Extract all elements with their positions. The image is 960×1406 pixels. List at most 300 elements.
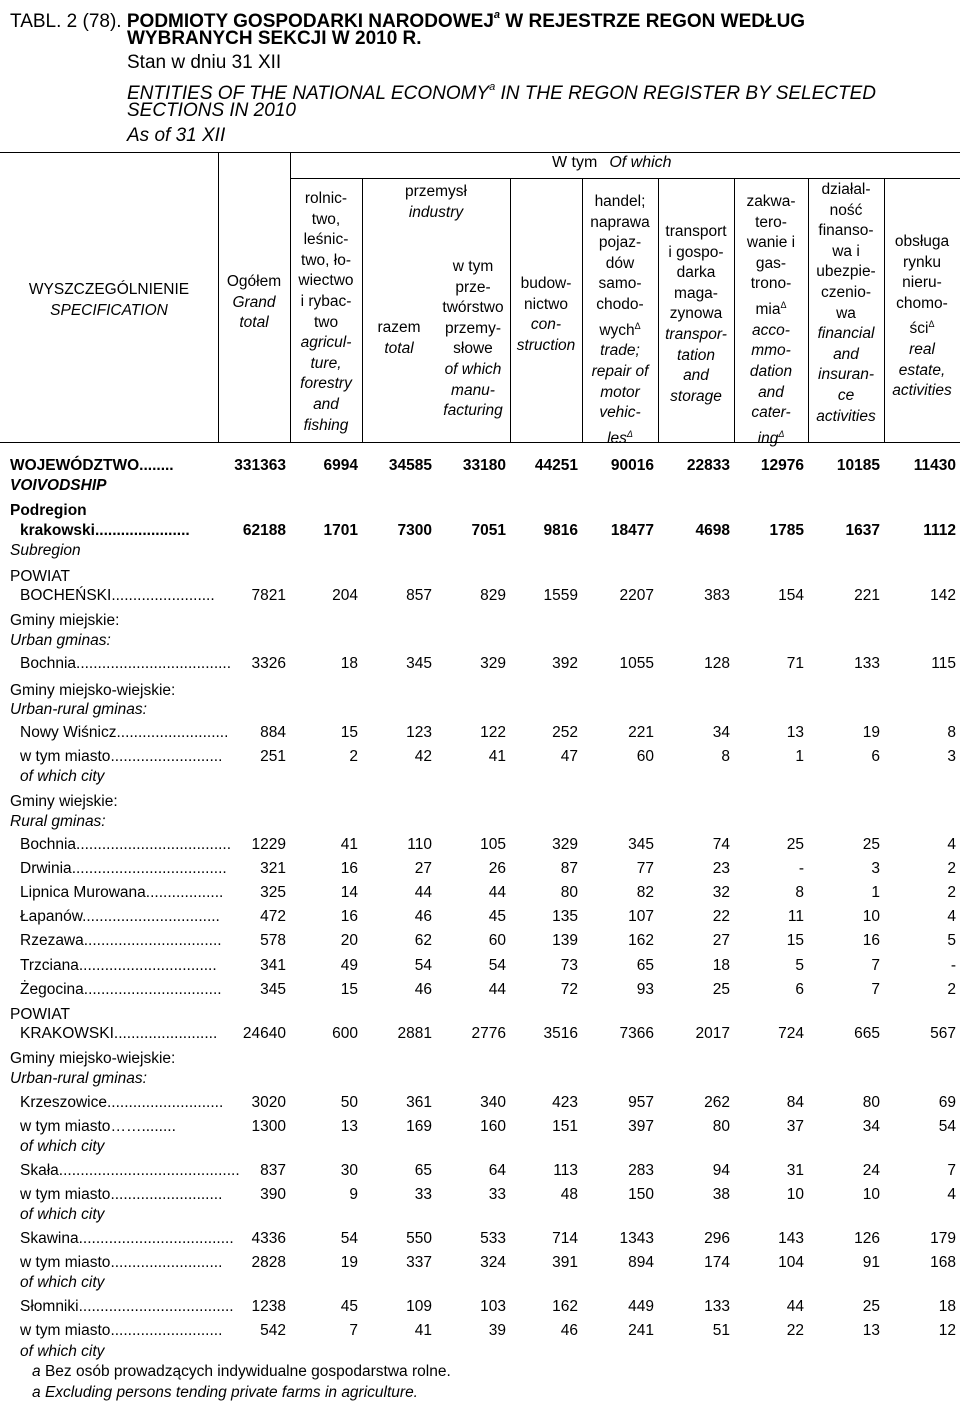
table-cell: 894	[628, 1254, 654, 1271]
table-cell: 84	[786, 1094, 804, 1111]
table-cell: 3326	[251, 655, 286, 672]
leader-dots: ..................	[145, 884, 224, 901]
table-cell: 345	[406, 655, 432, 672]
table-cell: 600	[332, 1025, 358, 1042]
table-row	[0, 455, 960, 477]
table-cell: 33	[414, 1186, 432, 1203]
table-cell: 115	[931, 655, 956, 672]
table-row	[0, 1320, 960, 1342]
table-cell: 128	[704, 655, 730, 672]
table-cell: 174	[704, 1254, 730, 1271]
table-cell: 3	[871, 860, 880, 877]
table-row	[0, 1184, 960, 1206]
table-cell: 41	[414, 1322, 432, 1339]
table-cell: 38	[712, 1186, 730, 1203]
table-cell: 2881	[397, 1025, 432, 1042]
table-cell: 9	[349, 1186, 358, 1203]
table-cell: 48	[560, 1186, 578, 1203]
header-trade: handel; naprawa pojaz- dów samo- chodo- wych$^\Delta$ trade; repair of motor vehic- les$^\Delta$	[590, 193, 650, 447]
row-label-text: Urban gminas:	[10, 632, 111, 649]
header-real-estate: obsługa rynku nieru- chomo- ści$^\Delta$ real estate, activities	[892, 233, 952, 400]
table-cell: 19	[862, 724, 880, 741]
table-cell: 22	[712, 908, 730, 925]
table-cell: 169	[406, 1118, 432, 1135]
header-manufacturing: w tym prze- twórstwo przemy- słowe of which manu- facturing	[442, 258, 504, 420]
table-cell: 204	[332, 587, 358, 604]
table-cell: 18	[340, 655, 358, 672]
table-cell: 25	[712, 981, 730, 998]
table-cell: 829	[480, 587, 506, 604]
table-cell: 113	[553, 1162, 578, 1179]
table-cell: 77	[636, 860, 654, 877]
table-row	[0, 1116, 960, 1138]
table-cell: 50	[340, 1094, 358, 1111]
table-cell: 11430	[913, 457, 956, 474]
table-cell: 6	[871, 748, 880, 765]
table-cell: 7051	[471, 522, 506, 539]
table-cell: 7	[871, 981, 880, 998]
row-label-text: Żegocina................................	[20, 981, 222, 998]
leader-dots: ........................	[113, 1025, 218, 1042]
table-cell: 122	[480, 724, 506, 741]
table-cell: 44	[414, 884, 432, 901]
table-cell: 15	[786, 932, 804, 949]
table-cell: 20	[340, 932, 358, 949]
table-cell: 39	[488, 1322, 506, 1339]
table-cell: 10185	[836, 457, 880, 474]
leader-dots: ..........................	[110, 1322, 223, 1339]
row-label	[0, 475, 960, 497]
leader-dots: ……........	[110, 1118, 176, 1135]
table-cell: 34585	[388, 457, 432, 474]
table-cell: 54	[488, 957, 506, 974]
table-cell: 33	[488, 1186, 506, 1203]
table-cell: 162	[552, 1298, 578, 1315]
table-cell: 33180	[462, 457, 506, 474]
table-cell: 24640	[242, 1025, 286, 1042]
table-cell: 139	[552, 932, 578, 949]
leader-dots: ........	[139, 457, 174, 474]
table-cell: 5	[795, 957, 804, 974]
row-label-text: w tym miasto..........................	[20, 748, 223, 765]
table-cell: 550	[406, 1230, 432, 1247]
row-label-text: Drwinia....................................	[20, 860, 227, 877]
table-row	[0, 520, 960, 542]
table-row	[0, 1252, 960, 1274]
table-cell: 397	[628, 1118, 654, 1135]
row-label-text: of which city	[20, 1206, 105, 1223]
table-cell: 533	[480, 1230, 506, 1247]
leader-dots: ................................	[82, 908, 220, 925]
table-cell: 62	[414, 932, 432, 949]
table-cell: 49	[340, 957, 358, 974]
table-cell: 665	[854, 1025, 880, 1042]
row-label-text: Gminy miejsko-wiejskie:	[10, 682, 176, 699]
table-cell: 8	[721, 748, 730, 765]
table-cell: 12976	[760, 457, 804, 474]
table-cell: 283	[628, 1162, 654, 1179]
table-cell: 74	[712, 836, 730, 853]
table-cell: 325	[260, 884, 286, 901]
leader-dots: ....................................	[71, 860, 227, 877]
table-cell: 6994	[323, 457, 358, 474]
row-label-text: Łapanów................................	[20, 908, 220, 925]
row-label-text: krakowski......................	[20, 522, 190, 539]
table-cell: 241	[628, 1322, 654, 1339]
table-cell: 6	[795, 981, 804, 998]
table-cell: 62188	[242, 522, 286, 539]
table-cell: 329	[480, 655, 506, 672]
table-cell: 3	[947, 748, 956, 765]
table-cell: 221	[854, 587, 880, 604]
table-cell: 1785	[769, 522, 804, 539]
table-cell: 18	[938, 1298, 956, 1315]
table-cell: 31	[786, 1162, 804, 1179]
header-industry-total: razem total	[377, 319, 421, 357]
table-row	[0, 930, 960, 952]
leader-dots: ..........................................	[58, 1162, 240, 1179]
table-cell: 2776	[471, 1025, 506, 1042]
table-cell: 1238	[251, 1298, 286, 1315]
table-cell: 1559	[543, 587, 578, 604]
table-cell: 22833	[686, 457, 730, 474]
table-cell: 4	[947, 1186, 956, 1203]
header-financial: działal- ność finanso- wa i ubezpie- czenio- wa financial and insuran- ce activities	[816, 181, 876, 425]
row-label-text: Podregion	[10, 502, 87, 519]
table-cell: 18477	[610, 522, 654, 539]
table-cell: 93	[636, 981, 654, 998]
table-cell: 44	[786, 1298, 804, 1315]
table-cell: 345	[260, 981, 286, 998]
table-cell: 884	[260, 724, 286, 741]
table-cell: 1	[871, 884, 880, 901]
table-cell: 8	[795, 884, 804, 901]
table-row	[0, 955, 960, 977]
table-cell: 7	[871, 957, 880, 974]
table-cell: 321	[260, 860, 286, 877]
row-label	[0, 811, 960, 833]
table-cell: 391	[552, 1254, 578, 1271]
table-cell: 72	[560, 981, 578, 998]
table-cell: 45	[488, 908, 506, 925]
table-cell: 1	[795, 748, 804, 765]
table-cell: 16	[340, 860, 358, 877]
row-label-text: w tym miasto..........................	[20, 1186, 223, 1203]
table-cell: 837	[260, 1162, 286, 1179]
row-label-text: w tym miasto……........	[20, 1118, 176, 1135]
table-row	[0, 906, 960, 928]
table-cell: 16	[340, 908, 358, 925]
table-cell: 54	[340, 1230, 358, 1247]
table-cell: 41	[340, 836, 358, 853]
row-label-text: Trzciana................................	[20, 957, 217, 974]
row-label-text: Bochnia....................................	[20, 836, 232, 853]
table-cell: 392	[552, 655, 578, 672]
row-label-text: of which city	[20, 1274, 105, 1291]
table-cell: 135	[552, 908, 578, 925]
table-cell: 7821	[251, 587, 286, 604]
table-cell: 65	[636, 957, 654, 974]
table-cell: 2	[947, 860, 956, 877]
table-cell: 361	[406, 1094, 432, 1111]
table-row	[0, 1160, 960, 1182]
row-label	[0, 699, 960, 721]
table-cell: 42	[414, 748, 432, 765]
row-label-text: Urban-rural gminas:	[10, 701, 147, 718]
table-cell: 567	[930, 1025, 956, 1042]
table-cell: 179	[930, 1230, 956, 1247]
table-cell: 1343	[619, 1230, 654, 1247]
table-cell: 13	[862, 1322, 880, 1339]
table-cell: 54	[938, 1118, 956, 1135]
table-cell: 34	[862, 1118, 880, 1135]
table-cell: 37	[786, 1118, 804, 1135]
table-cell: 296	[704, 1230, 730, 1247]
header-agriculture: rolnic- two, leśnic- two, ło- wiectwo i rybac- two agricul- ture, forestry and fishing	[298, 190, 354, 434]
table-cell: 41	[488, 748, 506, 765]
row-label	[0, 1272, 960, 1294]
table-cell: 4	[947, 908, 956, 925]
table-cell: 107	[628, 908, 654, 925]
row-label	[0, 1068, 960, 1090]
header-bottom-rule	[0, 442, 960, 443]
table-cell: 25	[862, 836, 880, 853]
row-label-text: Bochnia....................................	[20, 655, 232, 672]
row-label	[0, 1136, 960, 1158]
table-cell: 341	[260, 957, 286, 974]
table-cell: 23	[712, 860, 730, 877]
header-of-which: W tym Of which	[552, 154, 672, 171]
table-cell: 22	[786, 1322, 804, 1339]
table-cell: -	[798, 860, 804, 877]
table-cell: -	[950, 957, 956, 974]
header-top-rule	[0, 152, 960, 153]
row-label-text: Gminy miejsko-wiejskie:	[10, 1050, 176, 1067]
table-cell: 13	[786, 724, 804, 741]
table-cell: 542	[260, 1322, 286, 1339]
table-title-en: ENTITIES OF THE NATIONAL ECONOMY$^a$ IN THE REGON REGISTER BY SELECTED	[127, 81, 877, 104]
row-label-text: Nowy Wiśnicz..........................	[20, 724, 229, 741]
table-cell: 2828	[251, 1254, 286, 1271]
table-cell: 383	[704, 587, 730, 604]
table-cell: 60	[636, 748, 654, 765]
table-row	[0, 834, 960, 856]
table-row	[0, 722, 960, 744]
header-accommodation: zakwa- tero- wanie i gas- trono- mia$^\Delta$ acco- mmo- dation and cater- ing$^\Delta$	[746, 193, 796, 447]
table-cell: 4	[947, 836, 956, 853]
row-label-text: VOIVODSHIP	[10, 477, 107, 494]
leader-dots: ......................	[94, 522, 190, 539]
row-label	[0, 1048, 960, 1070]
table-cell: 94	[712, 1162, 730, 1179]
table-cell: 11	[787, 908, 804, 925]
leader-dots: ...........................	[107, 1094, 224, 1111]
table-cell: 168	[930, 1254, 956, 1271]
table-cell: 10	[786, 1186, 804, 1203]
table-cell: 44	[488, 981, 506, 998]
row-label	[0, 500, 960, 522]
table-cell: 2	[947, 884, 956, 901]
table-cell: 578	[260, 932, 286, 949]
table-cell: 27	[414, 860, 432, 877]
industry-spacer	[362, 228, 510, 229]
row-label-text: Subregion	[10, 542, 81, 559]
row-label-text: of which city	[20, 1138, 105, 1155]
table-cell: 19	[340, 1254, 358, 1271]
table-cell: 8	[947, 724, 956, 741]
row-label-text: Skawina....................................	[20, 1230, 234, 1247]
leader-dots: ....................................	[78, 1230, 234, 1247]
wtym-rule	[290, 178, 960, 179]
table-cell: 46	[414, 908, 432, 925]
table-cell: 82	[636, 884, 654, 901]
table-title-en-line2: SECTIONS IN 2010	[127, 100, 296, 121]
table-cell: 262	[704, 1094, 730, 1111]
table-title-line2: WYBRANYCH SEKCJI W 2010 R.	[127, 28, 422, 49]
table-cell: 46	[414, 981, 432, 998]
table-cell: 10	[862, 1186, 880, 1203]
header-grand-total: Ogółem Grand total	[226, 273, 282, 332]
table-cell: 133	[854, 655, 880, 672]
table-cell: 1229	[251, 836, 286, 853]
table-cell: 7366	[619, 1025, 654, 1042]
table-cell: 105	[480, 836, 506, 853]
table-cell: 69	[938, 1094, 956, 1111]
table-cell: 150	[628, 1186, 654, 1203]
table-row	[0, 858, 960, 880]
table-cell: 2207	[619, 587, 654, 604]
table-cell: 324	[480, 1254, 506, 1271]
footnote-en: a Excluding persons tending private farms in agriculture.	[32, 1384, 418, 1401]
row-label	[0, 1341, 960, 1363]
row-label-text: Lipnica Murowana..................	[20, 884, 224, 901]
table-cell: 110	[407, 836, 432, 853]
table-cell: 10	[862, 908, 880, 925]
row-label-text: Gminy miejskie:	[10, 612, 120, 629]
table-cell: 160	[480, 1118, 506, 1135]
table-cell: 103	[480, 1298, 506, 1315]
table-cell: 65	[414, 1162, 432, 1179]
table-cell: 34	[712, 724, 730, 741]
table-cell: 60	[488, 932, 506, 949]
table-cell: 162	[628, 932, 654, 949]
table-row	[0, 1092, 960, 1114]
row-label	[0, 610, 960, 632]
table-cell: 51	[712, 1322, 730, 1339]
table-cell: 9816	[543, 522, 578, 539]
row-label-text: Krzeszowice...........................	[20, 1094, 224, 1111]
leader-dots: ................................	[83, 981, 222, 998]
table-cell: 4698	[695, 522, 730, 539]
footnote-pl: a Bez osób prowadzących indywidualne gospodarstwa rolne.	[32, 1363, 451, 1380]
row-label-text: of which city	[20, 1343, 105, 1360]
table-cell: 423	[552, 1094, 578, 1111]
row-label	[0, 1204, 960, 1226]
table-cell: 133	[704, 1298, 730, 1315]
table-cell: 90016	[610, 457, 654, 474]
leader-dots: ....................................	[78, 1298, 234, 1315]
row-label-text: Gminy wiejskie:	[10, 793, 118, 810]
table-row	[0, 882, 960, 904]
table-cell: 957	[628, 1094, 654, 1111]
table-cell: 1112	[923, 522, 956, 539]
leader-dots: ..........................	[110, 748, 223, 765]
table-cell: 1701	[323, 522, 358, 539]
table-cell: 2	[349, 748, 358, 765]
leader-dots: ....................................	[76, 655, 232, 672]
table-row	[0, 653, 960, 675]
table-cell: 345	[628, 836, 654, 853]
row-label-text: Urban-rural gminas:	[10, 1070, 147, 1087]
table-cell: 26	[488, 860, 506, 877]
row-label	[0, 540, 960, 562]
table-cell: 80	[862, 1094, 880, 1111]
table-cell: 472	[260, 908, 286, 925]
table-row	[0, 1296, 960, 1318]
row-label-text: Rzezawa................................	[20, 932, 222, 949]
row-label-text: BOCHEŃSKI........................	[20, 587, 215, 604]
row-label	[0, 766, 960, 788]
row-label-text: KRAKOWSKI........................	[20, 1025, 218, 1042]
table-cell: 109	[406, 1298, 432, 1315]
table-cell: 5	[947, 932, 956, 949]
table-cell: 2017	[695, 1025, 730, 1042]
table-cell: 449	[628, 1298, 654, 1315]
table-cell: 24	[862, 1162, 880, 1179]
table-cell: 104	[778, 1254, 804, 1271]
table-cell: 7300	[397, 522, 432, 539]
table-cell: 73	[560, 957, 578, 974]
table-cell: 80	[712, 1118, 730, 1135]
table-cell: 15	[340, 724, 358, 741]
table-row	[0, 1228, 960, 1250]
table-cell: 3516	[543, 1025, 578, 1042]
table-cell: 724	[778, 1025, 804, 1042]
table-cell: 16	[862, 932, 880, 949]
table-cell: 14	[340, 884, 358, 901]
table-cell: 2	[947, 981, 956, 998]
table-cell: 30	[340, 1162, 358, 1179]
row-label-text: Rural gminas:	[10, 813, 106, 830]
leader-dots: ....................................	[76, 836, 232, 853]
table-cell: 143	[778, 1230, 804, 1247]
header-construction: budow- nictwo con- struction	[516, 275, 576, 354]
header-industry: przemysł industry	[404, 183, 467, 221]
row-label-text: of which city	[20, 768, 105, 785]
table-cell: 44	[488, 884, 506, 901]
table-cell: 714	[552, 1230, 578, 1247]
row-label-text: POWIAT	[10, 568, 70, 585]
leader-dots: ..........................	[110, 1186, 223, 1203]
table-cell: 126	[854, 1230, 880, 1247]
row-label-text: WOJEWÓDZTWO........	[10, 457, 174, 474]
table-cell: 151	[552, 1118, 578, 1135]
table-date-pl: Stan w dniu 31 XII	[127, 52, 282, 73]
header-transport: transport i gospo- darka maga- zynowa transpor- tation and storage	[665, 223, 727, 405]
table-cell: 80	[560, 884, 578, 901]
table-cell: 25	[786, 836, 804, 853]
table-row	[0, 746, 960, 768]
table-cell: 87	[560, 860, 578, 877]
table-cell: 1055	[619, 655, 654, 672]
row-label-text: POWIAT	[10, 1006, 70, 1023]
table-cell: 4336	[251, 1230, 286, 1247]
row-label-text: w tym miasto..........................	[20, 1254, 223, 1271]
table-cell: 15	[340, 981, 358, 998]
row-label	[0, 791, 960, 813]
table-cell: 154	[778, 587, 804, 604]
table-cell: 142	[930, 587, 956, 604]
